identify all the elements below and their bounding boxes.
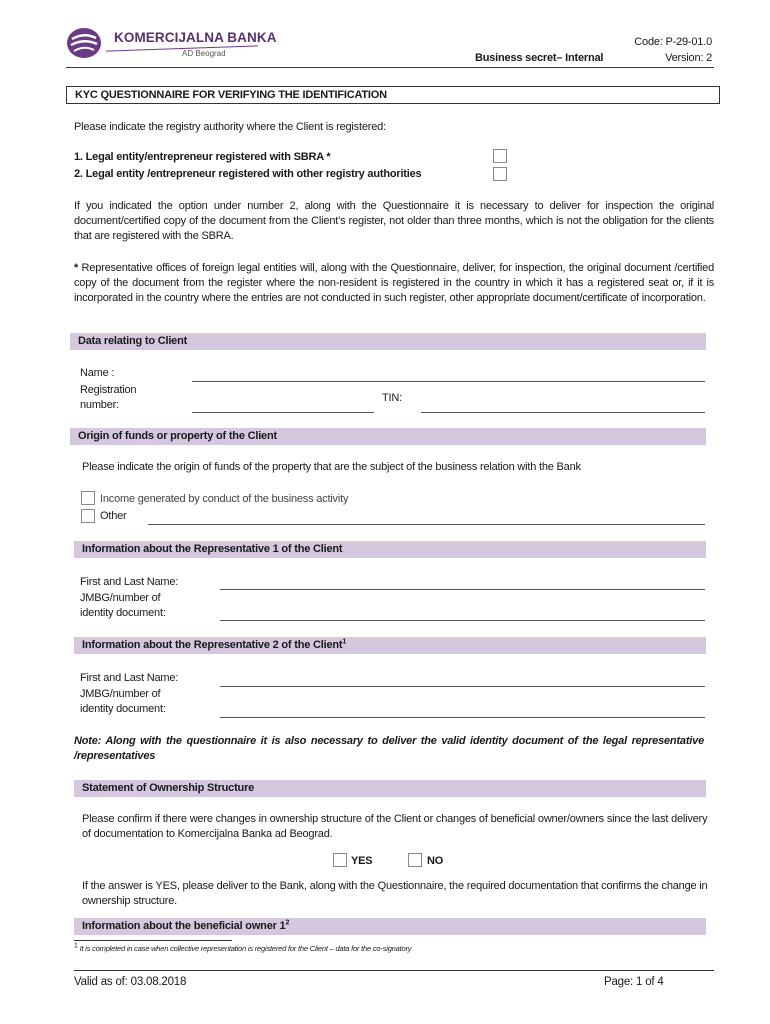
header-rule — [66, 67, 714, 68]
footnote — [74, 944, 411, 953]
para-option2: If you indicated the option under number 2, along with the Questionnaire it is necessary to deliver for inspection the original document/certified copy of the document from the Client’s register, not older than three months, which is not the obligation for the clients that are registered with the SBRA. — [74, 200, 714, 242]
beneficial-heading-sup: 2 — [285, 919, 290, 927]
rep1-name-field[interactable] — [220, 589, 705, 590]
footer-valid: Valid as of: 03.08.2018 — [74, 976, 187, 988]
funds-other-checkbox[interactable] — [81, 509, 95, 523]
para-star-text: Representative offices of foreign legal entities will, along with the Questionnaire, deliver, for inspection, the original document /certified copy of the document from the register where the non-resident is registered in the country in which it has a registered seat or, if it is incorporated in the country where the entries are not conducted in such register, other appropriate document/certificate of incorporation. — [74, 262, 714, 304]
footnote-mark: 1 — [74, 942, 78, 950]
bank-sub: AD Beograd — [182, 49, 226, 58]
section-rep1-heading: Information about the Representative 1 of the Client — [74, 541, 706, 558]
beneficial-heading-text: Information about the beneficial owner 1 — [82, 920, 286, 932]
client-tin-label: TIN: — [382, 392, 402, 404]
rep2-jmbg-field[interactable] — [220, 717, 705, 718]
ownership-prompt: Please confirm if there were changes in ownership structure of the Client or changes of beneficial owner/owners since the last delivery of documentation to Komercijalna Banka ad Beograd. — [82, 813, 708, 840]
note-text: Note: Along with the questionnaire it is also necessary to deliver the valid identity document of the legal representative /representatives — [74, 735, 704, 762]
footer-page: Page: 1 of 4 — [604, 976, 664, 988]
ownership-answer: If the answer is YES, please deliver to the Bank, along with the Questionnaire, the required documentation that confirms the change in ownership structure. — [82, 880, 708, 907]
section-client-heading: Data relating to Client — [70, 333, 706, 350]
funds-other-label: Other — [100, 510, 127, 522]
bank-name: KOMERCIJALNA BANKA — [114, 30, 277, 45]
doc-code: Code: P-29-01.0 — [634, 36, 712, 48]
rep1-jmbg-label-2: identity document: — [80, 607, 166, 619]
rep2-name-field[interactable] — [220, 686, 705, 687]
client-name-field[interactable] — [192, 381, 705, 382]
client-tin-field[interactable] — [421, 412, 705, 413]
rep2-name-label: First and Last Name: — [80, 672, 179, 684]
bank-logo — [66, 24, 277, 64]
client-reg-field[interactable] — [192, 412, 374, 413]
ownership-no-label: NO — [427, 855, 444, 867]
intro-text: Please indicate the registry authority where the Client is registered: — [74, 121, 386, 133]
section-rep2-heading — [74, 637, 706, 654]
footer-rule — [74, 970, 714, 971]
funds-other-field[interactable] — [148, 524, 705, 525]
star-mark: * — [74, 262, 79, 274]
option-other-label: 2. Legal entity /entrepreneur registered with other registry authorities — [74, 168, 422, 180]
para-star — [74, 261, 714, 306]
client-reg-label-2: number: — [80, 399, 119, 411]
page-title: KYC QUESTIONNAIRE FOR VERIFYING THE IDENTIFICATION — [66, 86, 720, 104]
doc-version: Version: 2 — [665, 52, 712, 64]
footnote-text: It is completed in case when collective representation is registered for the Client – data for the co-signatory — [79, 944, 412, 953]
doc-secret: Business secret– Internal — [475, 52, 604, 64]
option-sbra-label: 1. Legal entity/entrepreneur registered with SBRA * — [74, 151, 331, 163]
client-name-label: Name : — [80, 367, 115, 379]
section-beneficial-heading — [74, 918, 706, 935]
funds-income-checkbox[interactable] — [81, 491, 95, 505]
rep2-heading-sup: 1 — [342, 638, 347, 646]
rep1-name-label: First and Last Name: — [80, 576, 179, 588]
option-other-checkbox[interactable] — [493, 167, 507, 181]
section-funds-heading: Origin of funds or property of the Client — [70, 428, 706, 445]
funds-income-label: Income generated by conduct of the business activity — [100, 493, 349, 505]
rep1-jmbg-label-1: JMBG/number of — [80, 592, 161, 604]
ownership-no-checkbox[interactable] — [408, 853, 422, 867]
rep2-jmbg-label-1: JMBG/number of — [80, 688, 161, 700]
logo-mark-icon — [66, 26, 102, 60]
client-reg-label-1: Registration — [80, 384, 137, 396]
rep2-heading-text: Information about the Representative 2 of the Client — [82, 639, 343, 651]
option-sbra-checkbox[interactable] — [493, 149, 507, 163]
ownership-yes-checkbox[interactable] — [333, 853, 347, 867]
rep2-jmbg-label-2: identity document: — [80, 703, 166, 715]
rep1-jmbg-field[interactable] — [220, 620, 705, 621]
section-ownership-heading: Statement of Ownership Structure — [74, 780, 706, 797]
footnote-rule — [74, 940, 232, 941]
funds-prompt: Please indicate the origin of funds of the property that are the subject of the business relation with the Bank — [82, 461, 581, 473]
ownership-yes-label: YES — [351, 855, 373, 867]
